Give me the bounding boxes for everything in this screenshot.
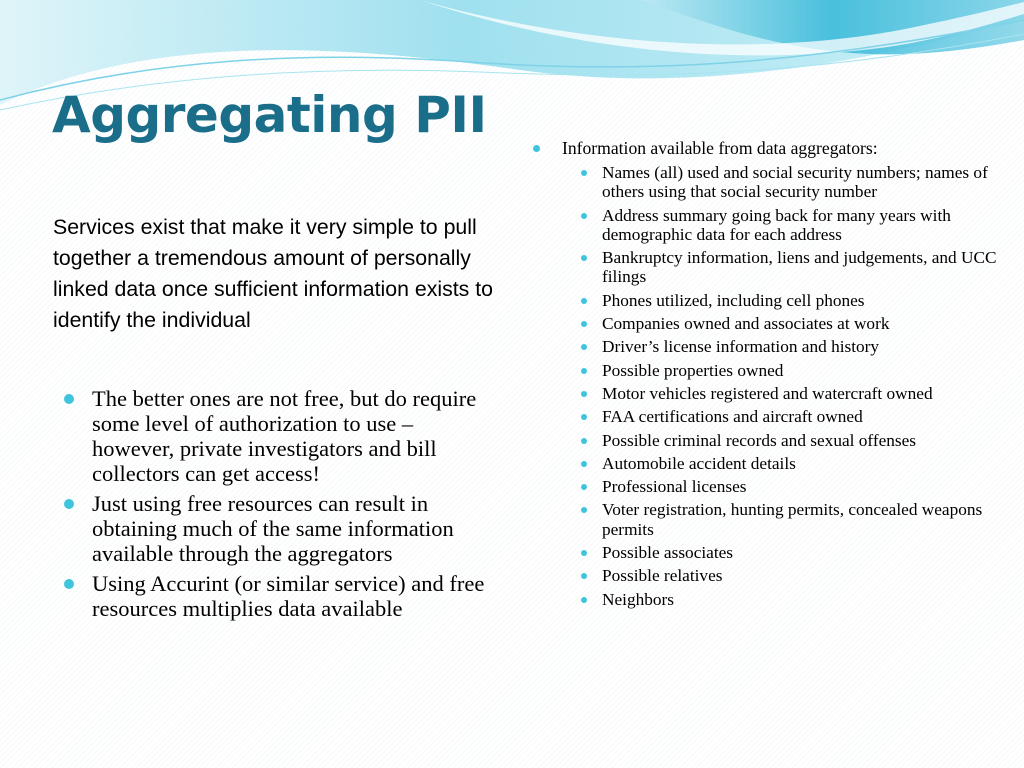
aggregator-info-item xyxy=(578,566,1000,585)
aggregator-info-heading xyxy=(530,138,1000,158)
left-bullet-item xyxy=(60,491,490,566)
aggregator-info-text: Bankruptcy information, liens and judgements, and UCC filings xyxy=(602,248,997,287)
bullet-dot-icon xyxy=(581,414,587,420)
aggregator-info-item xyxy=(578,407,1000,426)
bullet-dot-icon xyxy=(581,438,587,444)
bullet-dot-icon xyxy=(581,368,587,374)
aggregator-info-text: Voter registration, hunting permits, concealed weapons permits xyxy=(602,500,983,539)
aggregator-info-text: Phones utilized, including cell phones xyxy=(602,290,865,310)
bullet-dot-icon xyxy=(581,298,587,304)
bullet-dot-icon xyxy=(581,507,587,513)
aggregator-info-item xyxy=(578,361,1000,380)
aggregator-info-text: FAA certifications and aircraft owned xyxy=(602,407,863,427)
aggregator-info-item xyxy=(578,543,1000,562)
aggregator-info-heading-text: Information available from data aggregators: xyxy=(562,138,878,158)
left-bullet-list xyxy=(60,386,490,626)
left-bullet-item xyxy=(60,571,490,621)
aggregator-info-item xyxy=(578,590,1000,609)
aggregator-info-item xyxy=(578,500,1000,539)
bullet-dot-icon xyxy=(533,145,540,152)
bullet-dot-icon xyxy=(581,344,587,350)
bullet-dot-icon xyxy=(64,579,74,589)
bullet-dot-icon xyxy=(64,394,74,404)
aggregator-info-item xyxy=(578,431,1000,450)
aggregator-info-item xyxy=(578,291,1000,310)
bullet-dot-icon xyxy=(581,391,587,397)
aggregator-info-item xyxy=(578,384,1000,403)
left-bullet-text: Just using free resources can result in obtaining much of the same information available through the aggregators xyxy=(92,491,454,566)
aggregator-info-item xyxy=(578,248,1000,287)
aggregator-info-text: Names (all) used and social security numbers; names of others using that social security number xyxy=(602,163,988,202)
aggregator-info-item xyxy=(578,314,1000,333)
slide-title: Aggregating PII xyxy=(52,86,487,144)
aggregator-info-text: Automobile accident details xyxy=(602,453,796,473)
aggregator-info-item xyxy=(578,163,1000,202)
bullet-dot-icon xyxy=(581,461,587,467)
intro-paragraph: Services exist that make it very simple to pull together a tremendous amount of personally linked data once sufficient information exists to identify the individual xyxy=(53,215,493,332)
aggregator-info-text: Neighbors xyxy=(602,589,674,609)
aggregator-info-list xyxy=(530,163,1000,609)
bullet-dot-icon xyxy=(581,255,587,261)
bullet-dot-icon xyxy=(581,170,587,176)
left-bullet-text: Using Accurint (or similar service) and free resources multiplies data available xyxy=(92,571,485,621)
bullet-dot-icon xyxy=(581,484,587,490)
aggregator-info-item xyxy=(578,206,1000,245)
aggregator-info-item xyxy=(578,337,1000,356)
aggregator-info-text: Possible properties owned xyxy=(602,360,784,380)
aggregator-info-item xyxy=(578,454,1000,473)
left-bullet-text: The better ones are not free, but do require some level of authorization to use – however, private investigators and bill collectors can get access! xyxy=(92,386,477,486)
bullet-dot-icon xyxy=(581,213,587,219)
aggregator-info-text: Possible relatives xyxy=(602,566,723,586)
aggregator-info-text: Address summary going back for many years with demographic data for each address xyxy=(602,205,951,244)
aggregator-info-text: Driver’s license information and history xyxy=(602,337,880,357)
bullet-dot-icon xyxy=(581,573,587,579)
aggregator-info-text: Possible associates xyxy=(602,543,734,563)
bullet-dot-icon xyxy=(581,321,587,327)
aggregator-info-item xyxy=(578,477,1000,496)
left-bullet-item xyxy=(60,386,490,486)
aggregator-info-text: Motor vehicles registered and watercraft owned xyxy=(602,383,933,403)
aggregator-info-text: Possible criminal records and sexual offenses xyxy=(602,430,917,450)
aggregator-info-text: Professional licenses xyxy=(602,477,747,497)
bullet-dot-icon xyxy=(581,597,587,603)
aggregator-info-panel xyxy=(530,138,1000,613)
aggregator-info-text: Companies owned and associates at work xyxy=(602,314,890,334)
bullet-dot-icon xyxy=(581,550,587,556)
bullet-dot-icon xyxy=(64,499,74,509)
